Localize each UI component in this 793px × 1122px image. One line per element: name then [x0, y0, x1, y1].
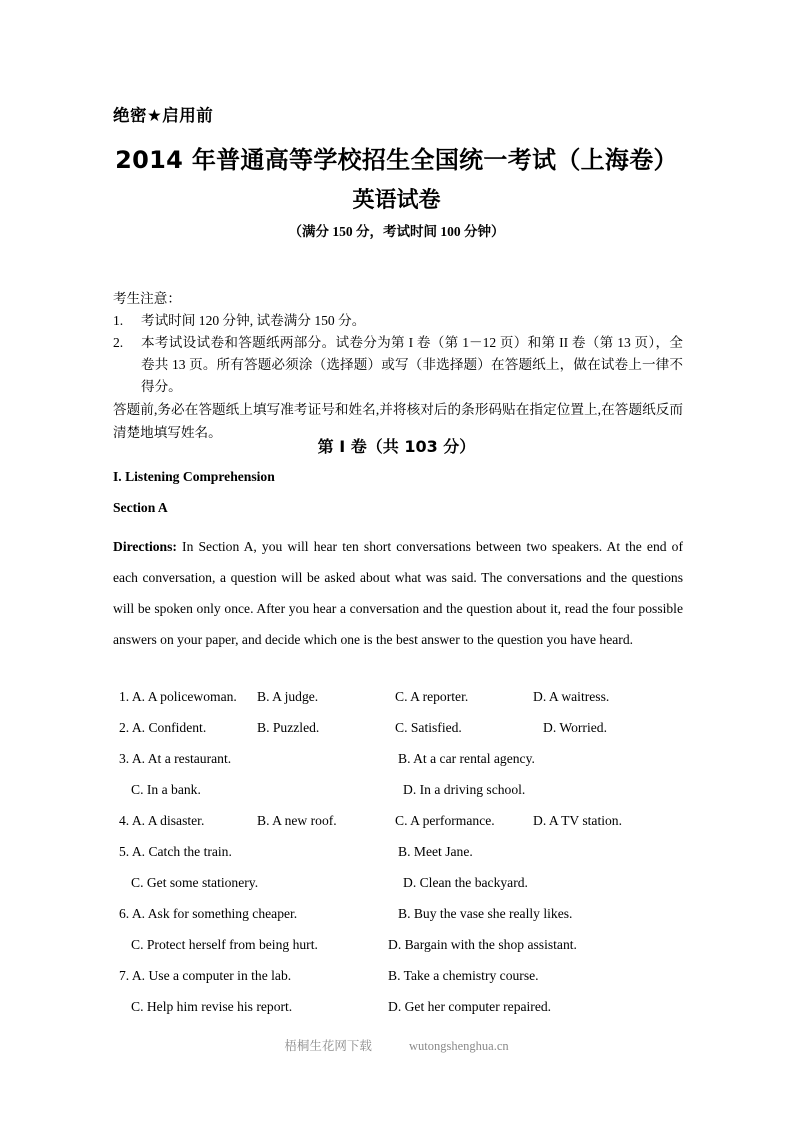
page-title: 2014 年普通高等学校招生全国统一考试（上海卷） — [115, 146, 678, 174]
option-c[interactable]: C. In a bank. — [131, 782, 201, 797]
question-row — [113, 686, 693, 717]
notice-item-number: 1. — [113, 313, 124, 328]
option-d[interactable]: D. In a driving school. — [403, 782, 526, 797]
notice-item-text: 本考试设试卷和答题纸两部分。试卷分为第 I 卷（第 1－12 页）和第 II 卷（第 13 页），全卷共 13 页。所有答题必须涂（选择题）或写（非选择题）在答题纸上，做在试卷上一律不得分。 — [141, 335, 683, 394]
option-d[interactable]: D. Clean the backyard. — [403, 875, 528, 890]
option-a[interactable]: 6. A. Ask for something cheaper. — [119, 906, 298, 921]
directions-label: Directions: — [113, 539, 177, 554]
option-a[interactable]: 7. A. Use a computer in the lab. — [119, 968, 292, 983]
part-one-heading: 第 I 卷（共 103 分） — [317, 437, 476, 456]
option-d[interactable]: D. Worried. — [543, 720, 607, 735]
option-c[interactable]: C. A performance. — [395, 813, 495, 828]
option-b[interactable]: B. A new roof. — [257, 813, 337, 828]
option-d[interactable]: D. Bargain with the shop assistant. — [388, 937, 577, 952]
footer-site-url: wutongshenghua.cn — [409, 1039, 509, 1053]
notice-tail-text: 答题前,务必在答题纸上填写准考证号和姓名,并将核对后的条形码贴在指定位置上,在答题纸反而清楚地填写姓名。 — [113, 402, 683, 440]
question-row — [113, 841, 693, 872]
option-a[interactable]: 3. A. At a restaurant. — [119, 751, 232, 766]
option-a[interactable]: 4. A. A disaster. — [119, 813, 205, 828]
question-row — [113, 934, 693, 965]
option-a[interactable]: 2. A. Confident. — [119, 720, 207, 735]
question-row — [113, 748, 693, 779]
question-row — [113, 779, 693, 810]
question-row — [113, 996, 693, 1027]
option-b[interactable]: B. Buy the vase she really likes. — [398, 906, 573, 921]
directions-body: In Section A, you will hear ten short conversations between two speakers. At the end of each conversation, a question will be asked about what was said. The conversations and the questions will be spoken only once. After you hear a conversation and the question about it, read the four possible answers on your paper, and decide which one is the best answer to the question you have heard. — [113, 539, 683, 647]
notice-item — [113, 310, 683, 332]
footer-watermark — [0, 1036, 793, 1054]
option-a[interactable]: 5. A. Catch the train. — [119, 844, 232, 859]
directions-paragraph — [113, 531, 683, 655]
option-b[interactable]: B. Take a chemistry course. — [388, 968, 539, 983]
option-a[interactable]: 1. A. A policewoman. — [119, 689, 237, 704]
option-b[interactable]: B. Meet Jane. — [398, 844, 473, 859]
listening-question-list — [113, 686, 693, 1027]
option-c[interactable]: C. A reporter. — [395, 689, 469, 704]
question-row — [113, 810, 693, 841]
exam-score-time-line: （满分 150 分，考试时间 100 分钟） — [288, 224, 505, 239]
option-d[interactable]: D. A waitress. — [533, 689, 610, 704]
candidate-notice-block — [113, 288, 683, 444]
option-b[interactable]: B. A judge. — [257, 689, 319, 704]
option-c[interactable]: C. Get some stationery. — [131, 875, 259, 890]
notice-heading: 考生注意： — [113, 291, 181, 306]
page-subtitle: 英语试卷 — [352, 188, 441, 213]
question-row — [113, 717, 693, 748]
option-d[interactable]: D. Get her computer repaired. — [388, 999, 552, 1014]
question-row — [113, 872, 693, 903]
option-c[interactable]: C. Help him revise his report. — [131, 999, 293, 1014]
option-d[interactable]: D. A TV station. — [533, 813, 623, 828]
secret-notice-line: 绝密★启用前 — [113, 106, 214, 125]
question-row — [113, 965, 693, 996]
listening-comprehension-heading: I. Listening Comprehension — [113, 469, 275, 484]
option-b[interactable]: B. Puzzled. — [257, 720, 320, 735]
option-b[interactable]: B. At a car rental agency. — [398, 751, 535, 766]
footer-site-name: 梧桐生花网下载 — [284, 1038, 372, 1053]
notice-item-text: 考试时间 120 分钟, 试卷满分 150 分。 — [141, 313, 366, 328]
question-row — [113, 903, 693, 934]
option-c[interactable]: C. Satisfied. — [395, 720, 462, 735]
notice-item-number: 2. — [113, 335, 124, 350]
notice-item — [113, 332, 683, 398]
option-c[interactable]: C. Protect herself from being hurt. — [131, 937, 318, 952]
section-a-heading: Section A — [113, 500, 168, 515]
